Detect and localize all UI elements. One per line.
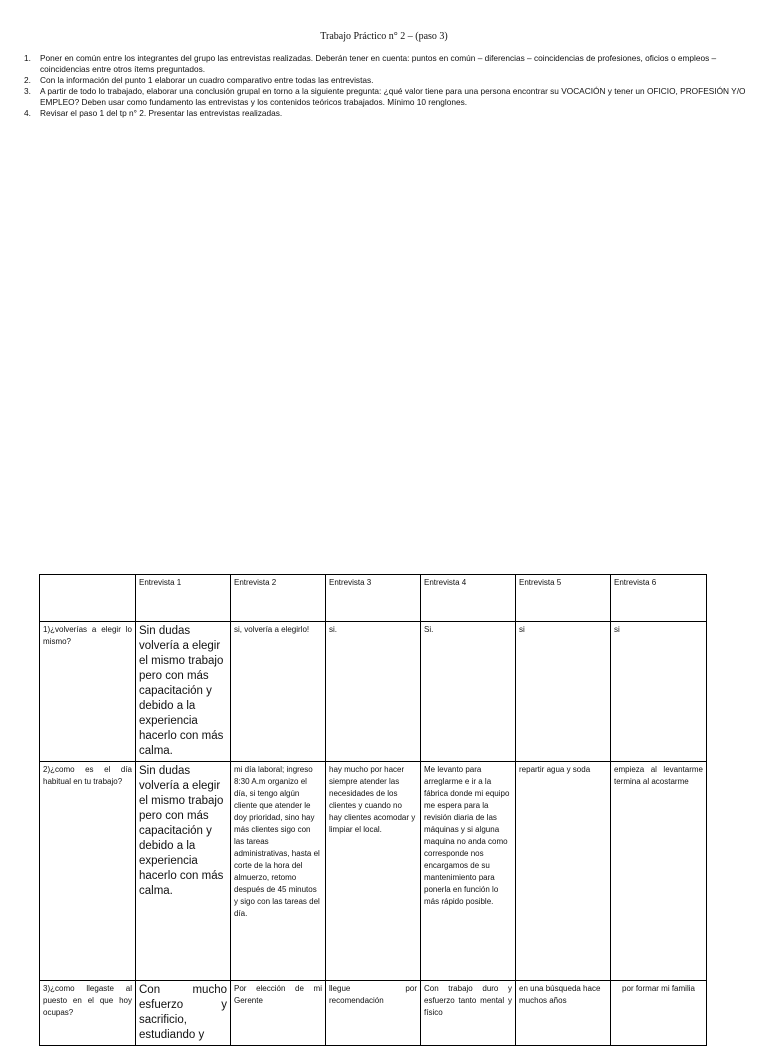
instruction-text: Revisar el paso 1 del tp n° 2. Presentar las entrevistas realizadas. bbox=[40, 108, 283, 118]
answer-cell: hay mucho por hacer siempre atender las necesidades de los clientes y cuando no hay clientes acomodar y limpiar el local. bbox=[326, 762, 421, 981]
table-header-row bbox=[40, 575, 707, 622]
document-title: Trabajo Práctico n° 2 – (paso 3) bbox=[320, 31, 448, 42]
header-cell-entrevista-5: Entrevista 5 bbox=[516, 575, 611, 622]
comparison-table bbox=[39, 574, 707, 1046]
instruction-item bbox=[24, 108, 764, 119]
answer-cell: en una búsqueda hace muchos años bbox=[516, 981, 611, 1046]
answer-cell: Si. bbox=[421, 622, 516, 762]
instruction-number: 3. bbox=[24, 86, 31, 96]
instruction-text: A partir de todo lo trabajado, elaborar una conclusión grupal en torno a la siguiente pregunta: ¿qué valor tiene para una persona encontrar su VOCACIÓN y tener un OFICIO, PROFESIÓN Y/O EMPLEO? Deben usar como fundamento las entrevistas y los contenidos teóricos trabajados. Mínimo 10 renglones. bbox=[40, 86, 746, 107]
answer-cell: Con trabajo duro y esfuerzo tanto mental y físico bbox=[421, 981, 516, 1046]
answer-cell: Me levanto para arreglarme e ir a la fábrica donde mi equipo me espera para la revisión diaria de las máquinas y si alguna maquina no anda como corresponde nos encargamos de su mantenimiento para ponerla en función lo más rápido posible. bbox=[421, 762, 516, 981]
answer-cell: llegue por recomendación bbox=[326, 981, 421, 1046]
answer-cell: si bbox=[516, 622, 611, 762]
answer-cell: Sin dudas volvería a elegir el mismo trabajo pero con más capacitación y debido a la experiencia hacerlo con más calma. bbox=[136, 622, 231, 762]
answer-cell: repartir agua y soda bbox=[516, 762, 611, 981]
instructions-list bbox=[24, 53, 764, 119]
header-cell-entrevista-1: Entrevista 1 bbox=[136, 575, 231, 622]
question-cell: 1)¿volverías a elegir lo mismo? bbox=[40, 622, 136, 762]
table-row bbox=[40, 981, 707, 1046]
question-cell: 3)¿como llegaste al puesto en el que hoy ocupas? bbox=[40, 981, 136, 1046]
instruction-item bbox=[24, 86, 764, 108]
instruction-text: Con la información del punto 1 elaborar un cuadro comparativo entre todas las entrevistas. bbox=[40, 75, 374, 85]
instruction-number: 1. bbox=[24, 53, 31, 63]
table-row bbox=[40, 622, 707, 762]
header-cell-entrevista-4: Entrevista 4 bbox=[421, 575, 516, 622]
header-cell-entrevista-2: Entrevista 2 bbox=[231, 575, 326, 622]
answer-cell: si. bbox=[326, 622, 421, 762]
answer-cell: por formar mi familia bbox=[611, 981, 707, 1046]
question-cell: 2)¿como es el día habitual en tu trabajo? bbox=[40, 762, 136, 981]
answer-cell: Con mucho esfuerzo y sacrificio, estudiando y bbox=[136, 981, 231, 1046]
answer-cell: si, volvería a elegirlo! bbox=[231, 622, 326, 762]
instruction-number: 4. bbox=[24, 108, 31, 118]
header-cell-entrevista-6: Entrevista 6 bbox=[611, 575, 707, 622]
answer-cell: Sin dudas volvería a elegir el mismo trabajo pero con más capacitación y debido a la experiencia hacerlo con más calma. bbox=[136, 762, 231, 981]
answer-cell: mi día laboral; ingreso 8:30 A.m organizo el día, si tengo algún cliente que atender le doy prioridad, sino hay más clientes sigo con las tareas administrativas, hasta el corte de la hora del almuerzo, retomo después de 45 minutos y sigo con las tareas del día. bbox=[231, 762, 326, 981]
instruction-item bbox=[24, 53, 764, 75]
table-row bbox=[40, 762, 707, 981]
instruction-number: 2. bbox=[24, 75, 31, 85]
header-cell-empty bbox=[40, 575, 136, 622]
header-cell-entrevista-3: Entrevista 3 bbox=[326, 575, 421, 622]
answer-cell: empieza al levantarme termina al acostarme bbox=[611, 762, 707, 981]
answer-cell: Por elección de mi Gerente bbox=[231, 981, 326, 1046]
instruction-item bbox=[24, 75, 764, 86]
answer-cell: si bbox=[611, 622, 707, 762]
instruction-text: Poner en común entre los integrantes del grupo las entrevistas realizadas. Deberán tener en cuenta: puntos en común – diferencias – coincidencias de profesiones, oficios o empleos – coincidencias entre otros ítems preguntados. bbox=[40, 53, 717, 74]
